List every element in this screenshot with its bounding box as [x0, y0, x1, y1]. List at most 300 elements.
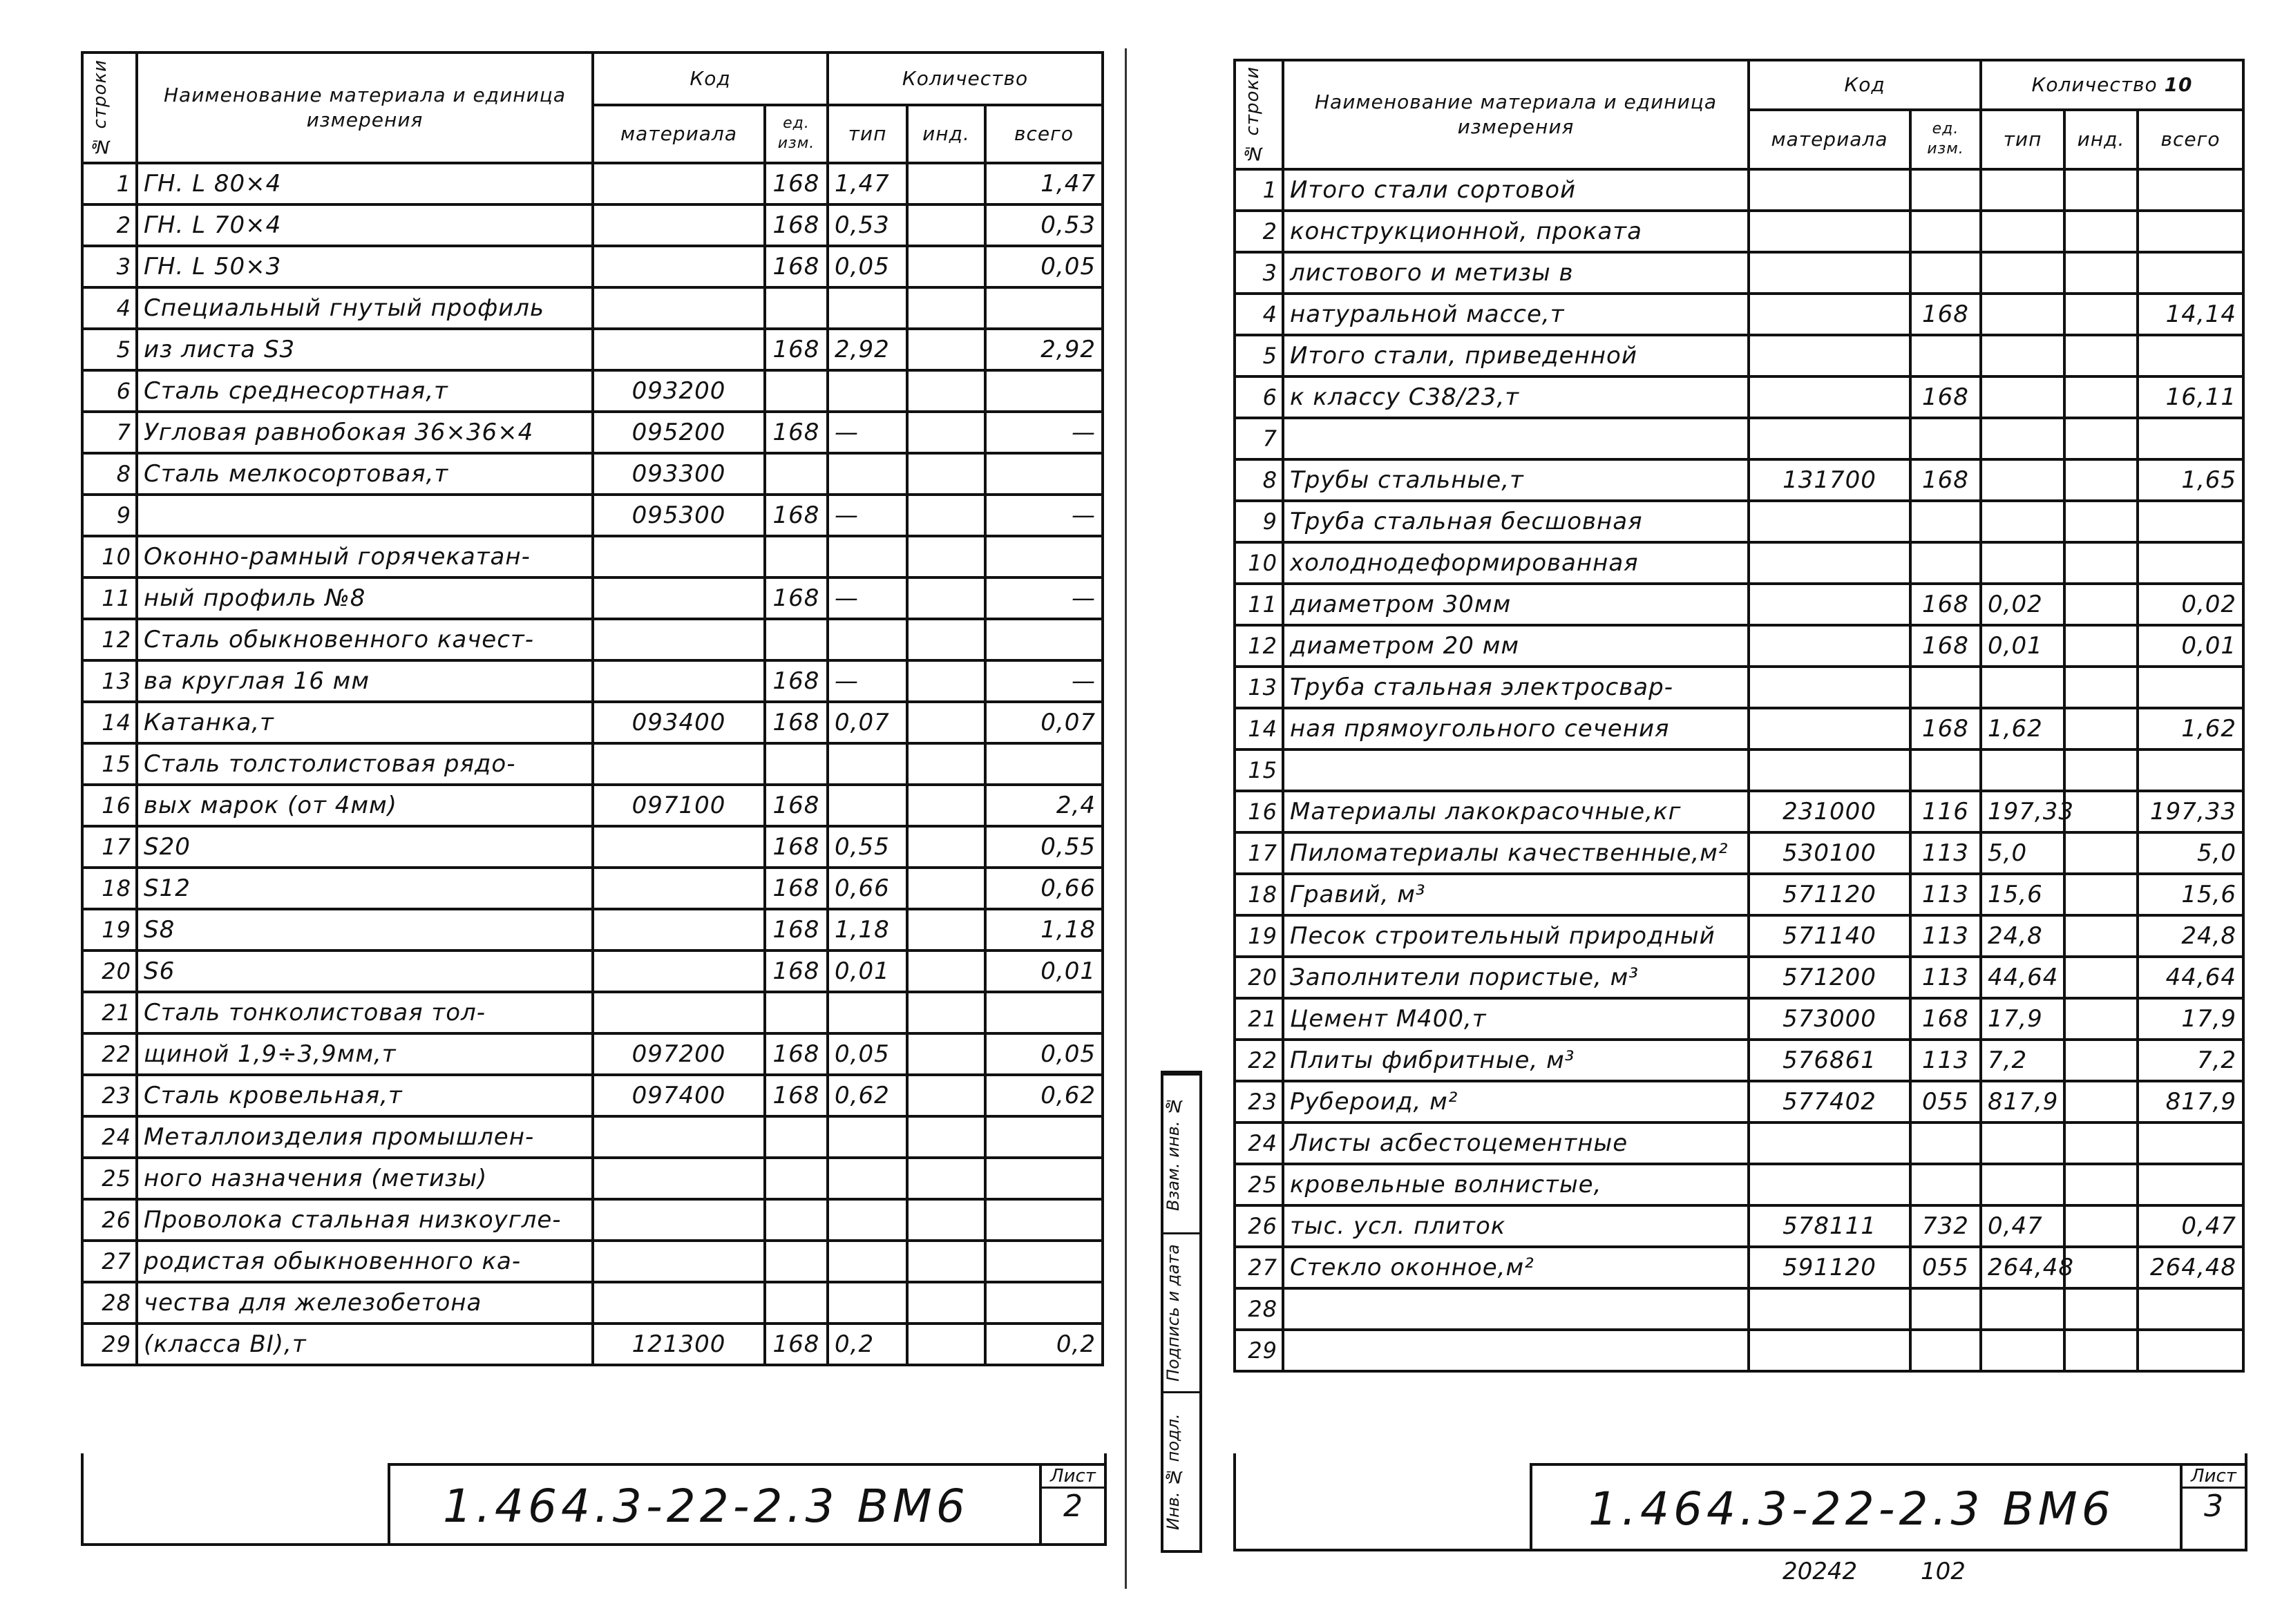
- qty-ind: [2064, 998, 2138, 1040]
- material-name: диаметром 20 мм: [1283, 625, 1749, 667]
- table-row: [82, 329, 1103, 370]
- qty-ind: [2064, 418, 2138, 459]
- qty-ind: [907, 536, 985, 577]
- side-stamp-replaced-inv: Инв. № подл.: [1163, 1391, 1199, 1550]
- header-name: Наименование материала и единица измерения: [137, 52, 593, 163]
- material-name: ного назначения (метизы): [137, 1158, 593, 1199]
- table-row: [1235, 874, 2243, 915]
- material-code: [593, 868, 765, 909]
- sheet-number: 3: [2204, 1489, 2223, 1524]
- row-number: 13: [82, 660, 137, 702]
- header-material: материала: [1749, 110, 1910, 169]
- qty-ind: [907, 1241, 985, 1282]
- material-code: 093300: [593, 453, 765, 495]
- table-row: [1235, 1247, 2243, 1288]
- qty-type: [828, 287, 907, 329]
- table-row: [1235, 211, 2243, 252]
- qty-type: 0,05: [828, 246, 907, 287]
- qty-ind: [907, 702, 985, 743]
- material-name: ва круглая 16 мм: [137, 660, 593, 702]
- table-row: [1235, 667, 2243, 708]
- qty-ind: [907, 909, 985, 950]
- material-name: Итого стали, приведенной: [1283, 335, 1749, 376]
- material-code: [593, 826, 765, 868]
- table-row: [82, 204, 1103, 246]
- qty-type: 1,62: [1981, 708, 2064, 749]
- material-code: [593, 329, 765, 370]
- material-code: [593, 287, 765, 329]
- table-row: [82, 453, 1103, 495]
- table-row: [82, 619, 1103, 660]
- unit-code: 168: [765, 868, 828, 909]
- material-name: Итого стали сортовой: [1283, 169, 1749, 211]
- unit-code: 168: [1910, 459, 1981, 501]
- unit-code: [765, 453, 828, 495]
- qty-type: 0,2: [828, 1324, 907, 1365]
- qty-ind: [907, 1158, 985, 1199]
- unit-code: [1910, 1330, 1981, 1371]
- row-number: 20: [1235, 957, 1283, 998]
- material-code: [593, 743, 765, 785]
- drawing-code: 1.464.3-22-2.3 ВМ6: [443, 1480, 969, 1533]
- material-name: Сталь толстолистовая рядо-: [137, 743, 593, 785]
- right-title-block: [1233, 1453, 2247, 1551]
- row-number: 28: [82, 1282, 137, 1324]
- row-number: 3: [1235, 252, 1283, 294]
- table-row: [82, 1241, 1103, 1282]
- qty-type: 0,55: [828, 826, 907, 868]
- row-number: 25: [1235, 1164, 1283, 1205]
- unit-code: 168: [765, 577, 828, 619]
- row-number: 2: [1235, 211, 1283, 252]
- side-stamp-inv-no: Взам. инв. №: [1163, 1073, 1199, 1232]
- row-number: 28: [1235, 1288, 1283, 1330]
- material-code: [593, 992, 765, 1033]
- qty-ind: [2064, 625, 2138, 667]
- material-name: кровельные волнистые,: [1283, 1164, 1749, 1205]
- qty-ind: [2064, 1330, 2138, 1371]
- row-number: 6: [82, 370, 137, 412]
- material-code: [1749, 335, 1910, 376]
- material-code: 571200: [1749, 957, 1910, 998]
- qty-type: 0,01: [828, 950, 907, 992]
- qty-total: —: [985, 660, 1103, 702]
- header-code: Код: [1749, 60, 1981, 110]
- qty-type: 44,64: [1981, 957, 2064, 998]
- material-code: [593, 1199, 765, 1241]
- qty-total: 1,65: [2138, 459, 2243, 501]
- material-name: чества для железобетона: [137, 1282, 593, 1324]
- material-name: Рубероид, м²: [1283, 1081, 1749, 1123]
- qty-total: 2,4: [985, 785, 1103, 826]
- row-number: 19: [82, 909, 137, 950]
- material-code: [593, 1158, 765, 1199]
- qty-ind: [907, 1282, 985, 1324]
- side-stamp: [1161, 1071, 1202, 1553]
- qty-ind: [907, 204, 985, 246]
- unit-code: 168: [1910, 708, 1981, 749]
- unit-code: 168: [765, 163, 828, 204]
- row-number: 8: [1235, 459, 1283, 501]
- material-code: 121300: [593, 1324, 765, 1365]
- material-name: [137, 495, 593, 536]
- header-unit: ед. изм.: [765, 105, 828, 163]
- qty-type: 0,62: [828, 1075, 907, 1116]
- row-number: 10: [1235, 542, 1283, 584]
- unit-code: 168: [1910, 294, 1981, 335]
- qty-total: [985, 1241, 1103, 1282]
- header-total: всего: [985, 105, 1103, 163]
- material-code: [1749, 625, 1910, 667]
- qty-total: 0,62: [985, 1075, 1103, 1116]
- unit-code: [1910, 418, 1981, 459]
- unit-code: 055: [1910, 1081, 1981, 1123]
- qty-type: [828, 370, 907, 412]
- material-name: [1283, 749, 1749, 791]
- qty-total: [2138, 542, 2243, 584]
- qty-type: —: [828, 577, 907, 619]
- qty-total: [985, 1116, 1103, 1158]
- unit-code: 055: [1910, 1247, 1981, 1288]
- qty-ind: [907, 743, 985, 785]
- qty-total: —: [985, 412, 1103, 453]
- material-code: [1749, 418, 1910, 459]
- material-code: [1749, 708, 1910, 749]
- material-code: 571120: [1749, 874, 1910, 915]
- unit-code: [765, 1282, 828, 1324]
- qty-total: [985, 1282, 1103, 1324]
- material-code: [593, 1116, 765, 1158]
- qty-type: [1981, 1123, 2064, 1164]
- qty-type: 0,66: [828, 868, 907, 909]
- qty-type: 2,92: [828, 329, 907, 370]
- qty-type: [828, 1116, 907, 1158]
- header-row-no: № строки: [1235, 60, 1283, 169]
- row-number: 26: [82, 1199, 137, 1241]
- material-code: 530100: [1749, 832, 1910, 874]
- material-code: [1749, 1330, 1910, 1371]
- row-number: 20: [82, 950, 137, 992]
- header-tip: тип: [1981, 110, 2064, 169]
- row-number: 6: [1235, 376, 1283, 418]
- material-code: 097100: [593, 785, 765, 826]
- qty-ind: [907, 992, 985, 1033]
- qty-ind: [907, 868, 985, 909]
- row-number: 7: [1235, 418, 1283, 459]
- qty-type: [1981, 211, 2064, 252]
- left-sheet: [81, 51, 1101, 1366]
- material-name: Материалы лакокрасочные,кг: [1283, 791, 1749, 832]
- table-row: [1235, 1081, 2243, 1123]
- material-name: Труба стальная бесшовная: [1283, 501, 1749, 542]
- row-number: 7: [82, 412, 137, 453]
- qty-type: 17,9: [1981, 998, 2064, 1040]
- material-name: Цемент М400,т: [1283, 998, 1749, 1040]
- qty-total: —: [985, 577, 1103, 619]
- table-row: [82, 660, 1103, 702]
- material-code: [1749, 252, 1910, 294]
- table-row: [82, 495, 1103, 536]
- qty-total: 24,8: [2138, 915, 2243, 957]
- footer-number-left: 20242: [1783, 1558, 1858, 1585]
- unit-code: 168: [765, 329, 828, 370]
- unit-code: 168: [765, 785, 828, 826]
- material-code: [1749, 749, 1910, 791]
- qty-type: [828, 992, 907, 1033]
- qty-total: 0,07: [985, 702, 1103, 743]
- qty-ind: [2064, 1164, 2138, 1205]
- unit-code: [765, 1158, 828, 1199]
- qty-type: —: [828, 495, 907, 536]
- right-spec-table: [1233, 59, 2245, 1373]
- material-code: [593, 204, 765, 246]
- material-code: [1749, 501, 1910, 542]
- material-code: [593, 246, 765, 287]
- material-name: Гравий, м³: [1283, 874, 1749, 915]
- unit-code: 113: [1910, 874, 1981, 915]
- row-number: 8: [82, 453, 137, 495]
- qty-total: [2138, 1288, 2243, 1330]
- qty-ind: [907, 1116, 985, 1158]
- material-code: 131700: [1749, 459, 1910, 501]
- unit-code: [765, 287, 828, 329]
- table-row: [1235, 542, 2243, 584]
- qty-total: 7,2: [2138, 1040, 2243, 1081]
- qty-ind: [907, 1324, 985, 1365]
- row-number: 4: [82, 287, 137, 329]
- material-code: 577402: [1749, 1081, 1910, 1123]
- table-row: [1235, 791, 2243, 832]
- qty-ind: [2064, 1288, 2138, 1330]
- material-code: [593, 660, 765, 702]
- unit-code: 113: [1910, 832, 1981, 874]
- table-row: [82, 1075, 1103, 1116]
- table-row: [82, 950, 1103, 992]
- table-row: [82, 370, 1103, 412]
- material-name: натуральной массе,т: [1283, 294, 1749, 335]
- unit-code: [1910, 1164, 1981, 1205]
- material-code: [1749, 1164, 1910, 1205]
- material-name: к классу С38/23,т: [1283, 376, 1749, 418]
- unit-code: [1910, 501, 1981, 542]
- row-number: 10: [82, 536, 137, 577]
- material-code: [1749, 169, 1910, 211]
- row-number: 1: [1235, 169, 1283, 211]
- table-row: [1235, 169, 2243, 211]
- qty-total: [2138, 418, 2243, 459]
- unit-code: [765, 536, 828, 577]
- table-row: [1235, 1288, 2243, 1330]
- row-number: 23: [1235, 1081, 1283, 1123]
- qty-total: 15,6: [2138, 874, 2243, 915]
- unit-code: 168: [1910, 584, 1981, 625]
- row-number: 15: [82, 743, 137, 785]
- page-divider: [1125, 48, 1127, 1589]
- header-row-no: № строки: [82, 52, 137, 163]
- qty-total: 0,66: [985, 868, 1103, 909]
- qty-total: [985, 743, 1103, 785]
- material-code: [1749, 667, 1910, 708]
- qty-total: [2138, 667, 2243, 708]
- material-name: ГН. L 70×4: [137, 204, 593, 246]
- header-code: Код: [593, 52, 828, 105]
- material-name: Катанка,т: [137, 702, 593, 743]
- qty-ind: [2064, 376, 2138, 418]
- qty-ind: [907, 577, 985, 619]
- row-number: 12: [1235, 625, 1283, 667]
- qty-ind: [2064, 211, 2138, 252]
- row-number: 2: [82, 204, 137, 246]
- unit-code: [765, 1199, 828, 1241]
- material-code: 576861: [1749, 1040, 1910, 1081]
- qty-ind: [2064, 252, 2138, 294]
- material-code: [1749, 1123, 1910, 1164]
- qty-ind: [2064, 1123, 2138, 1164]
- qty-ind: [907, 1033, 985, 1075]
- qty-type: [1981, 542, 2064, 584]
- qty-type: [828, 536, 907, 577]
- table-row: [82, 826, 1103, 868]
- qty-ind: [907, 163, 985, 204]
- qty-ind: [2064, 1247, 2138, 1288]
- unit-code: 168: [765, 909, 828, 950]
- qty-ind: [2064, 542, 2138, 584]
- material-code: 093400: [593, 702, 765, 743]
- row-number: 4: [1235, 294, 1283, 335]
- qty-ind: [2064, 459, 2138, 501]
- table-row: [82, 536, 1103, 577]
- table-row: [1235, 915, 2243, 957]
- qty-total: [2138, 169, 2243, 211]
- qty-type: [1981, 501, 2064, 542]
- material-name: Угловая равнобокая 36×36×4: [137, 412, 593, 453]
- table-row: [82, 868, 1103, 909]
- qty-type: [1981, 252, 2064, 294]
- qty-total: 0,47: [2138, 1205, 2243, 1247]
- table-row: [1235, 1040, 2243, 1081]
- row-number: 14: [1235, 708, 1283, 749]
- qty-type: [1981, 1330, 2064, 1371]
- row-number: 24: [82, 1116, 137, 1158]
- unit-code: [765, 743, 828, 785]
- material-code: [593, 619, 765, 660]
- qty-type: 264,48: [1981, 1247, 2064, 1288]
- unit-code: [765, 1241, 828, 1282]
- qty-type: [828, 1199, 907, 1241]
- material-code: [1749, 376, 1910, 418]
- qty-ind: [907, 660, 985, 702]
- material-name: [1283, 1288, 1749, 1330]
- material-code: [1749, 1288, 1910, 1330]
- row-number: 17: [82, 826, 137, 868]
- unit-code: [1910, 169, 1981, 211]
- qty-total: 0,2: [985, 1324, 1103, 1365]
- qty-type: [1981, 418, 2064, 459]
- material-code: 093200: [593, 370, 765, 412]
- qty-total: [2138, 501, 2243, 542]
- material-name: ГН. L 80×4: [137, 163, 593, 204]
- unit-code: [1910, 749, 1981, 791]
- qty-ind: [907, 412, 985, 453]
- material-name: холоднодеформированная: [1283, 542, 1749, 584]
- unit-code: 168: [765, 660, 828, 702]
- qty-total: 17,9: [2138, 998, 2243, 1040]
- qty-type: —: [828, 660, 907, 702]
- footer-number-right: 102: [1921, 1558, 1966, 1585]
- qty-ind: [2064, 832, 2138, 874]
- table-row: [82, 1116, 1103, 1158]
- table-row: [82, 743, 1103, 785]
- table-row: [1235, 625, 2243, 667]
- table-row: [82, 1324, 1103, 1365]
- table-row: [82, 909, 1103, 950]
- unit-code: 168: [765, 702, 828, 743]
- header-quantity: Количество 10: [1981, 60, 2243, 110]
- qty-type: [1981, 294, 2064, 335]
- row-number: 21: [1235, 998, 1283, 1040]
- row-number: 27: [82, 1241, 137, 1282]
- material-name: ная прямоугольного сечения: [1283, 708, 1749, 749]
- qty-ind: [2064, 915, 2138, 957]
- table-row: [82, 702, 1103, 743]
- table-row: [1235, 501, 2243, 542]
- row-number: 14: [82, 702, 137, 743]
- material-name: конструкционной, проката: [1283, 211, 1749, 252]
- unit-code: [1910, 335, 1981, 376]
- material-code: [593, 577, 765, 619]
- material-code: 231000: [1749, 791, 1910, 832]
- material-name: S12: [137, 868, 593, 909]
- material-code: [593, 1282, 765, 1324]
- qty-type: 0,05: [828, 1033, 907, 1075]
- row-number: 23: [82, 1075, 137, 1116]
- table-row: [82, 1199, 1103, 1241]
- material-name: родистая обыкновенного ка-: [137, 1241, 593, 1282]
- material-name: Пиломатериалы качественные,м²: [1283, 832, 1749, 874]
- unit-code: 168: [765, 204, 828, 246]
- unit-code: 168: [1910, 998, 1981, 1040]
- qty-ind: [907, 826, 985, 868]
- qty-ind: [2064, 749, 2138, 791]
- sheet-number: 2: [1063, 1489, 1083, 1524]
- table-row: [82, 992, 1103, 1033]
- qty-total: 0,53: [985, 204, 1103, 246]
- table-row: [82, 1282, 1103, 1324]
- qty-total: [2138, 252, 2243, 294]
- qty-total: 1,62: [2138, 708, 2243, 749]
- unit-code: [765, 370, 828, 412]
- qty-type: 5,0: [1981, 832, 2064, 874]
- qty-total: [2138, 1330, 2243, 1371]
- material-name: Плиты фибритные, м³: [1283, 1040, 1749, 1081]
- qty-total: 14,14: [2138, 294, 2243, 335]
- table-row: [1235, 252, 2243, 294]
- qty-total: 0,01: [2138, 625, 2243, 667]
- qty-total: 817,9: [2138, 1081, 2243, 1123]
- qty-total: [985, 1199, 1103, 1241]
- row-number: 12: [82, 619, 137, 660]
- qty-total: 1,47: [985, 163, 1103, 204]
- row-number: 29: [1235, 1330, 1283, 1371]
- table-row: [1235, 998, 2243, 1040]
- material-code: [593, 909, 765, 950]
- table-row: [1235, 1205, 2243, 1247]
- material-name: Заполнители пористые, м³: [1283, 957, 1749, 998]
- qty-total: 16,11: [2138, 376, 2243, 418]
- qty-type: [828, 785, 907, 826]
- qty-type: 0,02: [1981, 584, 2064, 625]
- qty-total: 0,05: [985, 1033, 1103, 1075]
